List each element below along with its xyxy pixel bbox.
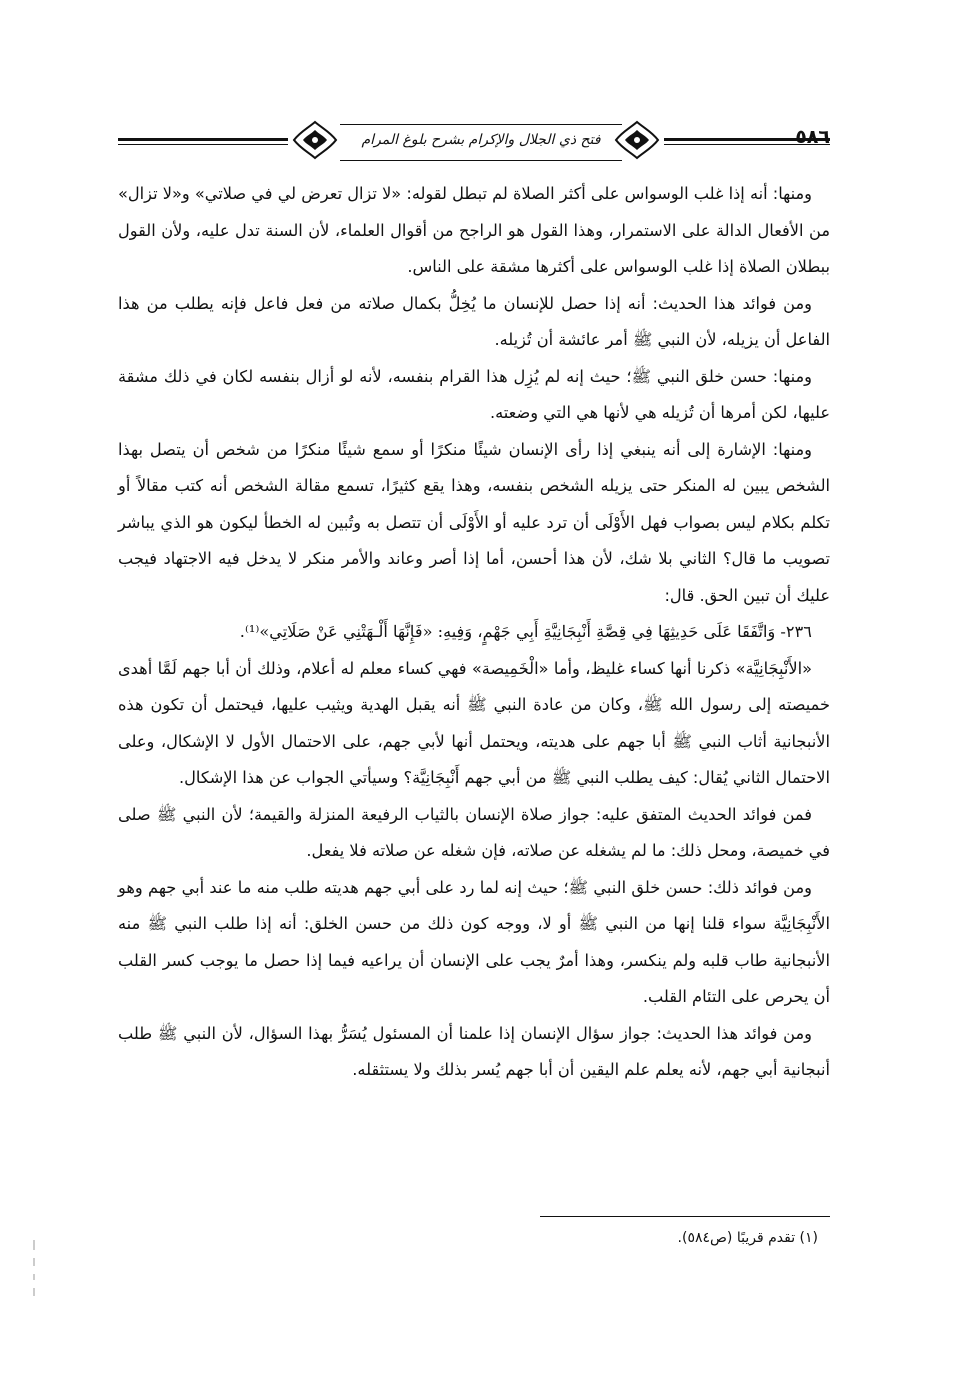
header-rule-left-thin bbox=[118, 144, 288, 145]
paragraph-7: ومن فوائد ذلك: حسن خلق النبي ﷺ؛ حيث إنه لما رد على أبي جهم هديته طلب منه ما عند أبي جهم وهو الأَنْبِجَانِيَّة سواء قلنا إنها من النبي ﷺ أو لا، ووجه كون ذلك من حسن الخلق: أنه إذا طلب النبي ﷺ منه الأنبجانية طاب قلبه ولم ينكسر، وهذا أمرٌ يجب على الإنسان أن يراعيه فيما إذا حصل ما يوجب كسر القلب أن يحرص على التئام القلب. bbox=[118, 877, 830, 1006]
title-frame-bottom bbox=[340, 160, 622, 161]
paragraph-5: «الأَنْبِجَانِيَّة» ذكرنا أنها كساء غليظ، وأما «الْخَمِيصة» فهي كساء معلم له أعلام، وذلك أن أبا جهم لَمَّا أهدى خميصته إلى رسول الله ﷺ، وكان من عادة النبي ﷺ أنه يقبل الهدية ويثيب عليها، فيحتمل أن تكون هذه الأنبجانية أثاب النبي ﷺ أبا جهم على هديته، ويحتمل أنها لأبي جهم، على الاحتمال الأول لا الإشكال، وعلى الاحتمال الثاني يُقال: كيف يطلب النبي ﷺ من أبي جهم أَنْبِجَانِيَّة؟ وسيأتي الجواب عن هذا الإشكال. bbox=[118, 658, 830, 787]
paragraph-2: ومن فوائد هذا الحديث: أنه إذا حصل للإنسان ما يُخِلُّ بكمال صلاته من فعل فاعل فإنه يطلب من هذا الفاعل أن يزيله، لأن النبي ﷺ أمر عائشة أن تُزيله. bbox=[118, 293, 830, 349]
hadith-text: ٢٣٦- وَاتَّفَقَا عَلَى حَدِيثِهَا فِي قِصَّةِ أَنْبِجَانِيَّةِ أَبِي جَهْمٍ، وَفِيهِ: «فَإِنَّهَا أَلْـهَتْنِي عَنْ صَلَاتِي»⁽¹⁾. bbox=[239, 622, 812, 641]
header-rule-left bbox=[118, 138, 288, 141]
page-number: ٥٨٦ bbox=[795, 126, 830, 148]
paragraph-3: ومنها: حسن خلق النبي ﷺ؛ حيث إنه لم يُزِل هذا القرام بنفسه، لأنه لو أزال بنفسه لكان في ذلك مشقة عليها، لكن أمرها أن تُزيله هي لأنها هي التي وضعته. bbox=[118, 366, 830, 422]
left-ornament-icon bbox=[290, 118, 340, 162]
right-ornament-icon bbox=[612, 118, 662, 162]
footnote-separator bbox=[540, 1216, 830, 1217]
paragraph-6: فمن فوائد الحديث المتفق عليه: جواز صلاة الإنسان بالثياب الرفيعة المنزلة والقيمة؛ لأن النبي ﷺ صلى في خميصة، ومحل ذلك: ما لم يشغله عن صلاته، فإن شغله عن صلاته فلا يفعل. bbox=[118, 804, 830, 860]
paragraph-8: ومن فوائد هذا الحديث: جواز سؤال الإنسان إذا علمنا أن المسئول يُسَرُّ بهذا السؤال، لأن النبي ﷺ طلب أنبجانية أبي جهم، لأنه يعلم علم اليقين أن أبا جهم يُسر بذلك ولا يستثقله. bbox=[118, 1023, 830, 1079]
footnote: (١) تقدم قريبًا (ص٥٨٤). bbox=[677, 1230, 818, 1246]
scan-margin-mark-icon bbox=[30, 1240, 38, 1300]
body-text bbox=[118, 176, 830, 1089]
running-header bbox=[118, 108, 830, 168]
title-frame-top bbox=[340, 124, 622, 125]
header-title: فتح ذي الجلال والإكرام بشرح بلوغ المرام bbox=[361, 132, 601, 148]
paragraph-1: ومنها: أنه إذا غلب الوسواس على أكثر الصلاة لم تبطل لقوله: «لا تزال تعرض لي في صلاتي» و«لا تزال» من الأفعال الدالة على الاستمرار، وهذا القول هو الراجح من أقوال العلماء، لأن السنة تدل عليه، ولأن القول ببطلان الصلاة إذا غلب الوسواس على أكثرها مشقة على الناس. bbox=[118, 184, 830, 276]
paragraph-4: ومنها: الإشارة إلى أنه ينبغي إذا رأى الإنسان شيئًا منكرًا أو سمع شيئًا منكرًا من شخص أن يتصل بهذا الشخص يبين له المنكر حتى يزيله الشخص بنفسه، وهذا يقع كثيرًا، تسمع مقالة الشخص أنه كتب مقالاً أو تكلم بكلام ليس بصواب فهل الأَوْلَى أن ترد عليه أو الأَوْلَى أن تتصل به وتُبين له الخطأ ليكون هو الذي يباشر تصويب ما قال؟ الثاني بلا شك، لأن هذا أحسن، أما إذا أصر وعاند والأمر منكر لا يدخل فيه الاجتهاد فيجب عليك أن تبين الحق. قال: bbox=[118, 439, 830, 605]
